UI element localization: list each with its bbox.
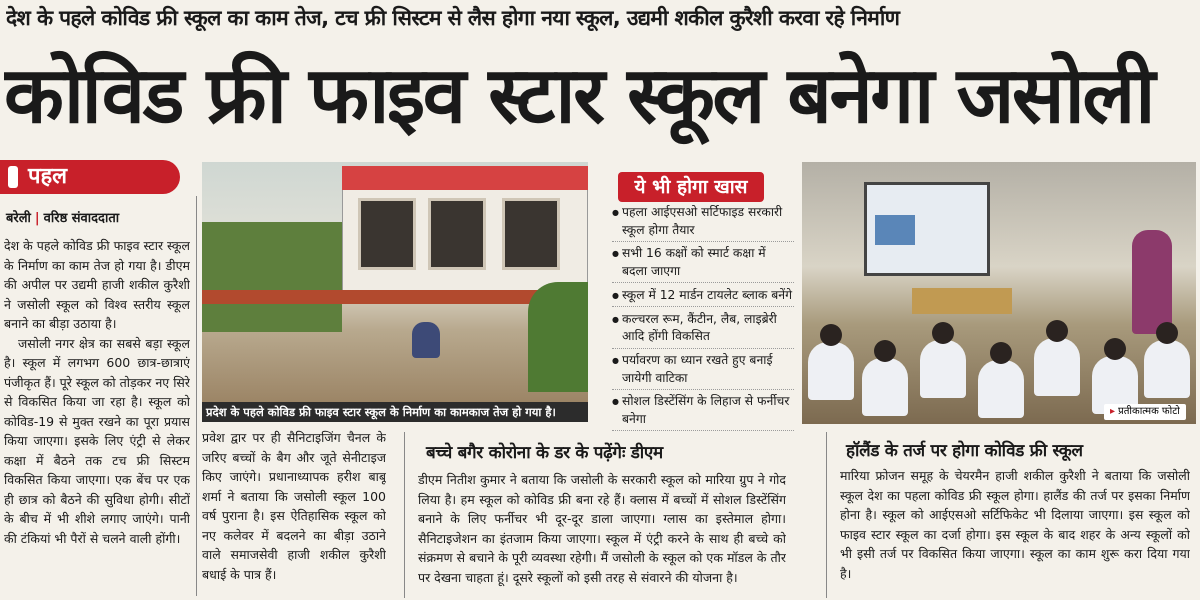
section-tag: पहल (0, 160, 180, 194)
byline-place: बरेली (6, 211, 31, 226)
smart-classroom-photo (802, 162, 1196, 424)
byline-separator: | (34, 211, 40, 226)
photo-caption: प्रदेश के पहले कोविड फ्री फाइव स्टार स्कूल के निर्माण का कामकाज तेज हो गया है। (202, 402, 588, 422)
story-paragraph: देश के पहले कोविड फ्री फाइव स्टार स्कूल के निर्माण का काम तेज हो गया है। डीएम की अपील पर उद्यमी हाजी शकील कुरैशी ने जसोली स्कूल को विश्व स्तरीय स्कूल बनाने का बीड़ा उठाया है। (4, 238, 190, 331)
story-paragraph: जसोली नगर क्षेत्र का सबसे बड़ा स्कूल है। स्कूल में लगभग 600 छात्र-छात्राएं पंजीकृत हैं। पूरे स्कूल को तोड़कर नए सिरे से विकसित किया जा रहा है। स्कूल को कोविड-19 से मुक्त रखने का पूरा प्रयास किया जाएगा। इसके लिए एंट्री से लेकर कक्षा में बैठने तक टच फ्री सिस्टम विकसित किया जाएगा। एक बेंच पर एक ही छात्र को बैठने की सुविधा होगी। सीटों के बीच में भी शीशे लगाए जाएंगे। पानी की टंकियां भी पैरों से चलने वाली होंगी। (4, 335, 190, 546)
sidebar-title: ये भी होगा खास (618, 172, 764, 202)
column-divider (826, 432, 827, 598)
school-construction-photo (202, 162, 588, 402)
story-column-1 (4, 236, 190, 596)
sidebar-bullet: ● स्कूल में 12 मार्डन टायलेट ब्लाक बनेंगे (612, 287, 794, 308)
sidebar-bullet: ● सोशल डिस्टेंसिंग के लिहाज से फर्नीचर बनेगा (612, 393, 794, 431)
photo-tree (528, 282, 588, 392)
photo-window-opening (502, 198, 560, 270)
byline-author: वरिष्ठ संवाददाता (43, 211, 120, 226)
byline (6, 208, 119, 226)
photo-foliage (202, 222, 342, 332)
photo-student (808, 342, 854, 400)
sidebar-bullet: ● सभी 16 कक्षों को स्मार्ट कक्षा में बदला जाएगा (612, 245, 794, 283)
column-divider (196, 196, 197, 596)
sidebar-bullet: ● पर्यावरण का ध्यान रखते हुए बनाई जायेगी वाटिका (612, 352, 794, 390)
photo-student (862, 358, 908, 416)
photo-credit: ▸ प्रतीकात्मक फोटो (1104, 404, 1186, 420)
kicker-line: देश के पहले कोविड फ्री स्कूल का काम तेज, टच फ्री सिस्टम से लैस होगा नया स्कूल, उद्यमी शकील कुरैशी करवा रहे निर्माण (6, 6, 900, 30)
sidebar-bullet-list (612, 204, 794, 435)
holland-subheading: हॉलैंड के तर्ज पर होगा कोविड फ्री स्कूल (846, 441, 1083, 461)
headline: कोविड फ्री फाइव स्टार स्कूल बनेगा जसोली (4, 51, 1153, 141)
photo-window-opening (428, 198, 486, 270)
column-divider (404, 432, 405, 598)
dm-column: डीएम नितीश कुमार ने बताया कि जसोली के सरकारी स्कूल को मारिया ग्रुप ने गोद लिया है। हम स्कूल को कोविड फ्री बना रहे हैं। क्लास में बच्चों में सोशल डिस्टेंसिंग बनाने के लिए फर्नीचर भी दूर-दूर डाला जाएगा। ग्लास का इस्तेमाल होगा। सैनिटाइजेशन का इंतजाम किया जाएगा। स्कूल में एंट्री करने के साथ ही बच्चे को संक्रमण से बचाने के पूरी व्यवस्था रहेगी। मैं जसोली के स्कूल को एक मॉडल के तौर पर देखना चाहता हूं। दूसरे स्कूलों को इसी तरह से संवारने की योजना है। (418, 472, 786, 585)
photo-student (1144, 340, 1190, 398)
photo-projection-screen (864, 182, 990, 276)
photo-student (1034, 338, 1080, 396)
photo-worker (412, 322, 440, 358)
photo-window-opening (358, 198, 416, 270)
photo-teacher (1132, 230, 1172, 334)
photo-student (920, 340, 966, 398)
photo-banner (342, 166, 588, 190)
sidebar-bullet: ● पहला आईएसओ सर्टिफाइड सरकारी स्कूल होगा तैयार (612, 204, 794, 242)
story-column-2: प्रवेश द्वार पर ही सैनिटाइजिंग चैनल के जरिए बच्चों के बैग और जूते सेनीटाइज किए जाएंगे। प्रधानाध्यापक हरीश बाबू शर्मा ने बताया कि जसोली स्कूल 100 वर्ष पुराना है। इस ऐतिहासिक स्कूल को नए कलेवर में बदलने का बीड़ा उठाने वाले समाजसेवी हाजी शकील कुरैशी बधाई के पात्र हैं। (202, 430, 386, 582)
photo-teacher-desk (912, 288, 1012, 314)
holland-column: मारिया फ्रोजन समूह के चेयरमैन हाजी शकील कुरैशी ने बताया कि जसोली स्कूल देश का पहला कोविड फ्री स्कूल होगा। हालैंड की तर्ज पर इसका निर्माण होना है। स्कूल को आईएसओ सर्टिफिकेट भी दिलाया जाएगा। इस स्कूल को फाइव स्टार स्कूल का दर्जा होगा। इस स्कूल के बाद शहर के अन्य स्कूलों को भी इसी तर्ज पर विकसित किया जाएगा। स्कूल का काम शुरू करा दिया गया है। (840, 468, 1190, 581)
dm-subheading: बच्चे बगैर कोरोना के डर के पढ़ेंगेः डीएम (426, 443, 663, 463)
sidebar-bullet: ● कल्चरल रूम, कैंटीन, लैब, लाइब्रेरी आदि होंगी विकसित (612, 311, 794, 349)
photo-student (978, 360, 1024, 418)
